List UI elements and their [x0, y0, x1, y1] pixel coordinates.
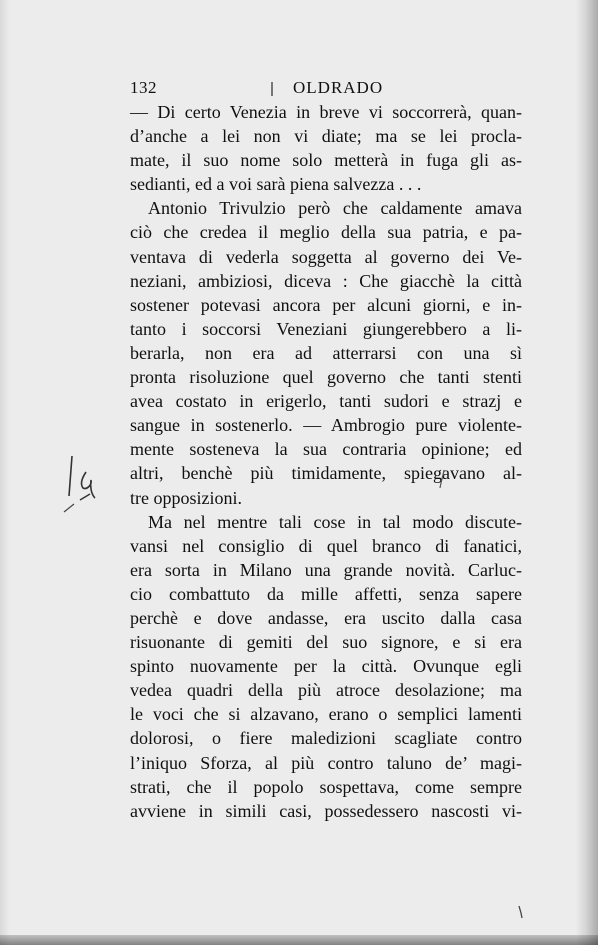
text-line: ventava di vederla soggetta al governo dei Ve- — [130, 246, 522, 267]
text-line: sostener potevasi ancora per alcuni giorni, e in- — [130, 294, 522, 315]
page-left-shadow — [0, 0, 10, 945]
body-text — [130, 100, 522, 823]
text-line: berarla, non era ad atterrarsi con una sì — [130, 342, 522, 363]
text-line: perchè e dove andasse, era uscito dalla casa — [130, 607, 522, 628]
text-line: neziani, ambiziosi, diceva : Che giacchè la città — [130, 270, 522, 291]
page-corner-tick-mark — [518, 905, 524, 919]
text-line: — Di certo Venezia in breve vi soccorrerà, quan- — [130, 102, 522, 122]
text-line: tanto i soccorsi Veneziani giungerebbero a li- — [130, 318, 522, 339]
text-line: sedianti, ed a voi sarà piena salvezza . . . — [130, 174, 422, 195]
page-right-shadow — [576, 0, 598, 945]
text-line: avviene in simili casi, possedessero nascosti vi- — [130, 800, 522, 821]
page-bottom-edge — [0, 935, 598, 945]
text-line: spinto nuovamente per la città. Ovunque egli — [130, 656, 522, 677]
text-line: ciò che credea il meglio della sua patria, e pa- — [130, 222, 522, 243]
text-line: strati, che il popolo sospettava, come sempre — [130, 776, 522, 797]
text-line: dolorosi, o fiere maledizioni scagliate contro — [130, 728, 522, 749]
text-line: tre opposizioni. — [130, 487, 242, 508]
text-line: sangue in sostenerlo. — Ambrogio pure violente- — [130, 415, 522, 436]
text-line: mate, il suo nome solo metterà in fuga gli as- — [130, 150, 522, 171]
text-line: l’iniquo Sforza, al più contro taluno de’ magi- — [130, 752, 522, 773]
text-line: cio combattuto da mille affetti, senza sapere — [130, 583, 522, 604]
text-line: risuonante di gemiti del suo signore, e si era — [130, 632, 522, 653]
text-line: Antonio Trivulzio però che caldamente amava — [148, 198, 522, 219]
text-line: era sorta in Milano una grande novità. Carluc- — [130, 559, 522, 580]
text-line: d’anche a lei non vi diate; ma se lei procla- — [130, 126, 522, 147]
text-line: avea costato in erigerlo, tanti sudori e strazj e — [130, 391, 522, 412]
running-title: OLDRADO — [293, 78, 384, 97]
pencil-stroke-mark — [438, 468, 446, 490]
handwritten-margin-mark — [62, 452, 106, 522]
text-line: le voci che si alzavano, erano o semplici lamenti — [130, 704, 522, 725]
header-separator — [271, 82, 273, 96]
text-line: mente sosteneva la sua contraria opinione; ed — [130, 439, 522, 460]
text-line: pronta risoluzione quel governo che tanti stenti — [130, 367, 522, 388]
text-line: altri, benchè più timidamente, spiegavano al- — [130, 463, 522, 484]
text-line: vedea quadri della più atroce desolazione; ma — [130, 680, 522, 701]
page-header — [130, 78, 520, 100]
text-line: Ma nel mentre tali cose in tal modo discute- — [148, 511, 522, 532]
text-line: vansi nel consiglio di quel branco di fanatici, — [130, 535, 522, 556]
page-number: 132 — [130, 78, 157, 97]
